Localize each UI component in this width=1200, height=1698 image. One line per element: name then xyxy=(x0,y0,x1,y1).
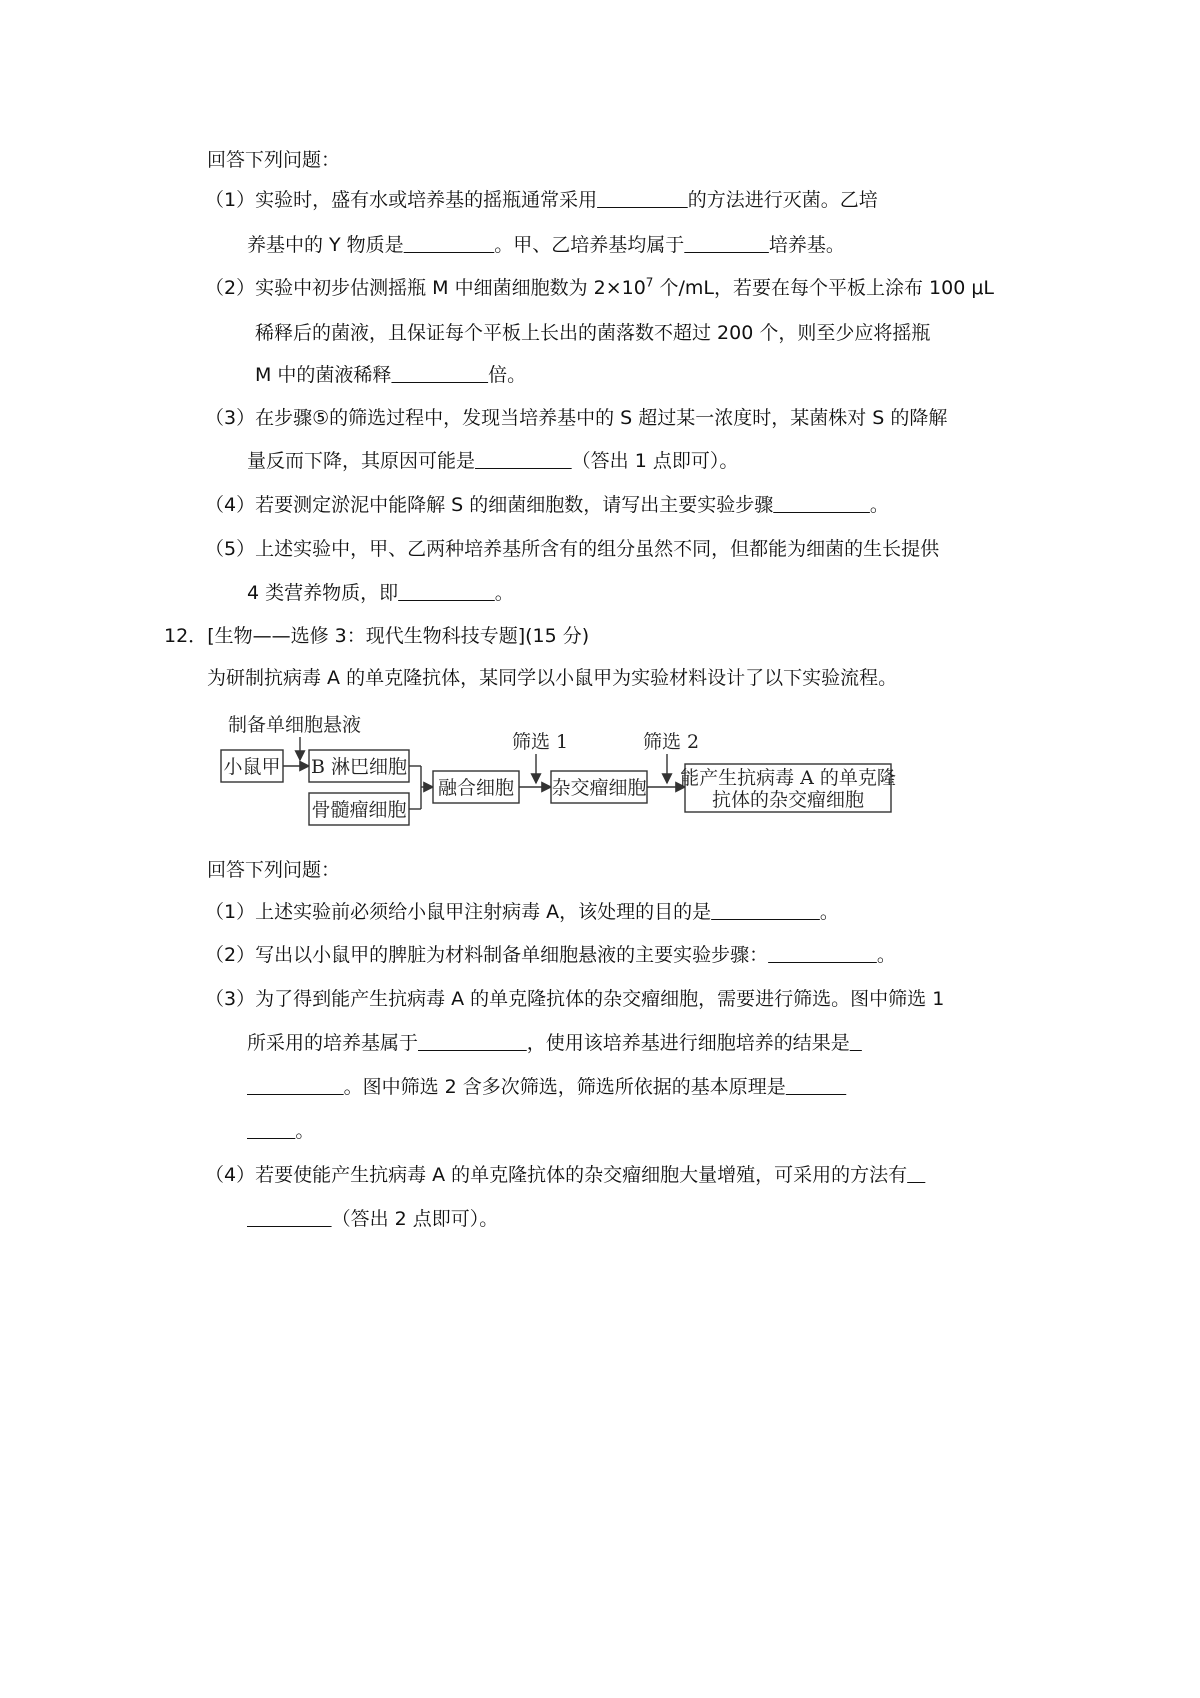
part1-q4-line1: （4）若要测定淤泥中能降解 S 的细菌细胞数，请写出主要实验步骤 。 xyxy=(205,494,889,516)
question-title: [生物——选修 3：现代生物科技专题](15 分) xyxy=(207,625,590,647)
part1-q2-line3: M 中的菌液稀释 倍。 xyxy=(255,364,527,386)
part2-q3-line2: 所采用的培养基属于 ，使用该培养基进行细胞培养的结果是 xyxy=(247,1030,862,1056)
part2-q4-line2: （答出 2 点即可）。 xyxy=(247,1206,498,1232)
answer-blank[interactable] xyxy=(768,944,877,966)
hybridoma-label: 杂交瘤细胞 xyxy=(551,777,647,799)
b-cell-label: B 淋巴细胞 xyxy=(310,756,408,778)
part2-q1-line1: （1）上述实验前必须给小鼠甲注射病毒 A，该处理的目的是 。 xyxy=(205,901,839,923)
part1-q3-line2: 量反而下降，其原因可能是 （答出 1 点即可）。 xyxy=(247,450,739,472)
part1-q1-line2: 养基中的 Y 物质是 。甲、乙培养基均属于 培养基。 xyxy=(247,234,845,256)
question-12-intro: 为研制抗病毒 A 的单克隆抗体，某同学以小鼠甲为实验材料设计了以下实验流程。 xyxy=(207,667,898,689)
mouse-label: 小鼠甲 xyxy=(223,756,281,778)
q-number: （5） xyxy=(205,538,256,560)
answer-blank[interactable] xyxy=(247,1120,295,1142)
part1-q5-line2: 4 类营养物质，即 。 xyxy=(247,582,514,604)
screen-1-label: 筛选 1 xyxy=(512,731,569,753)
question-number: 12． xyxy=(164,625,208,647)
screen-2-label: 筛选 2 xyxy=(643,731,700,753)
part1-q3-line1: （3）在步骤⑤的筛选过程中，发现当培养基中的 S 超过某一浓度时，某菌株对 S 的降解 xyxy=(205,407,948,429)
answer-blank[interactable] xyxy=(247,1076,344,1098)
q-number: （4） xyxy=(205,494,256,516)
part2-q3-line3: 。图中筛选 2 含多次筛选，筛选所依据的基本原理是 xyxy=(247,1074,846,1100)
part2-q3-line1: （3）为了得到能产生抗病毒 A 的单克隆抗体的杂交瘤细胞，需要进行筛选。图中筛选 1 xyxy=(205,988,945,1010)
q-number: （3） xyxy=(205,407,256,429)
final-cell-label-line1: 能产生抗病毒 A 的单克隆 xyxy=(680,767,896,789)
answer-blank[interactable] xyxy=(907,1164,925,1186)
fused-cell-label: 融合细胞 xyxy=(437,777,515,799)
part1-q1-line1: （1）实验时，盛有水或培养基的摇瓶通常采用 的方法进行灭菌。乙培 xyxy=(205,189,878,211)
myeloma-label: 骨髓瘤细胞 xyxy=(311,799,407,821)
answer-blank[interactable] xyxy=(711,901,820,923)
q-number: （3） xyxy=(205,988,256,1010)
part2-heading: 回答下列问题： xyxy=(207,859,341,881)
part2-q3-line4: 。 xyxy=(247,1118,314,1144)
part2-q4-line1: （4）若要使能产生抗病毒 A 的单克隆抗体的杂交瘤细胞大量增殖，可采用的方法有 xyxy=(205,1162,925,1188)
answer-blank[interactable] xyxy=(247,1208,332,1230)
part2-q2-line1: （2）写出以小鼠甲的脾脏为材料制备单细胞悬液的主要实验步骤： 。 xyxy=(205,944,896,966)
part1-heading: 回答下列问题： xyxy=(207,149,341,171)
q-number: （1） xyxy=(205,901,256,923)
answer-blank[interactable] xyxy=(418,1032,527,1054)
final-cell-label-line2: 抗体的杂交瘤细胞 xyxy=(711,789,865,811)
part1-q2-line1: （2）实验中初步估测摇瓶 M 中细菌细胞数为 $2\times 10^7$ 个/mL，若要在每个平板上涂布 100 μL xyxy=(205,275,994,299)
q-number: （1） xyxy=(205,189,256,211)
prepare-suspension-label: 制备单细胞悬液 xyxy=(228,714,362,736)
q-number: （4） xyxy=(205,1164,256,1186)
part1-q5-line1: （5）上述实验中，甲、乙两种培养基所含有的组分虽然不同，但都能为细菌的生长提供 xyxy=(205,538,940,560)
answer-blank[interactable] xyxy=(850,1032,862,1054)
part1-q2-line2: 稀释后的菌液，且保证每个平板上长出的菌落数不超过 200 个，则至少应将摇瓶 xyxy=(255,322,931,344)
experiment-flowchart xyxy=(0,0,1200,840)
q-number: （2） xyxy=(205,277,256,299)
q-number: （2） xyxy=(205,944,256,966)
answer-blank[interactable] xyxy=(786,1076,846,1098)
